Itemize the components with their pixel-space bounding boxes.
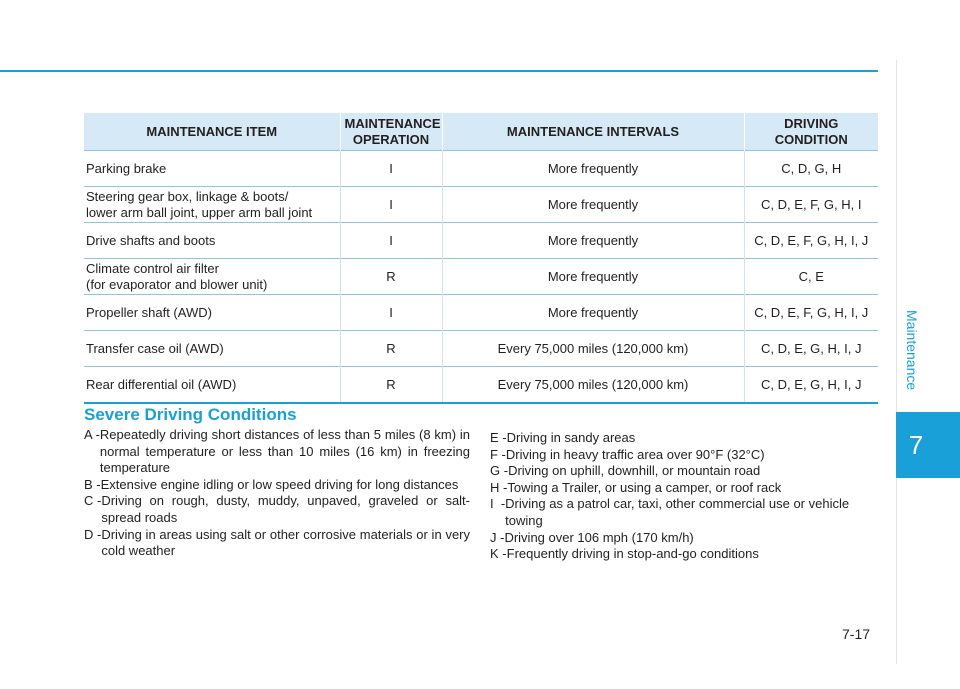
maintenance-table <box>84 113 878 404</box>
cell-condition: C, D, E, G, H, I, J <box>744 331 878 367</box>
header-maintenance-intervals: MAINTENANCE INTERVALS <box>442 113 744 151</box>
cell-condition: C, D, E, F, G, H, I, J <box>744 223 878 259</box>
condition-item <box>84 527 470 560</box>
condition-text: Driving on uphill, downhill, or mountain road <box>508 463 761 479</box>
cell-operation: I <box>340 295 442 331</box>
cell-condition: C, D, E, F, G, H, I <box>744 187 878 223</box>
cell-interval: Every 75,000 miles (120,000 km) <box>442 367 744 404</box>
condition-letter: H - <box>490 479 508 495</box>
condition-text: Driving in areas using salt or other corrosive materials or in very cold weather <box>101 526 470 559</box>
condition-text: Driving in sandy areas <box>506 430 636 445</box>
cell-operation: R <box>340 331 442 367</box>
cell-operation: I <box>340 223 442 259</box>
header-maintenance-operation: MAINTENANCE OPERATION <box>340 113 442 151</box>
table-row <box>84 223 878 259</box>
cell-condition: C, E <box>744 259 878 295</box>
cell-interval: More frequently <box>442 223 744 259</box>
condition-item <box>84 477 470 494</box>
page-number: 7-17 <box>842 626 871 642</box>
conditions-left-column <box>84 427 470 560</box>
condition-item <box>490 447 880 464</box>
condition-item <box>490 546 880 563</box>
cell-interval: Every 75,000 miles (120,000 km) <box>442 331 744 367</box>
cell-condition: C, D, G, H <box>744 151 878 187</box>
table-row <box>84 187 878 223</box>
condition-letter: J - <box>490 529 505 545</box>
condition-item <box>490 463 880 480</box>
condition-letter: A - <box>84 427 100 442</box>
table-row <box>84 367 878 404</box>
cell-interval: More frequently <box>442 259 744 295</box>
condition-letter: E - <box>490 430 507 445</box>
condition-text: Extensive engine idling or low speed driving for long distances <box>100 476 459 492</box>
cell-interval: More frequently <box>442 187 744 223</box>
condition-text: Frequently driving in stop-and-go conditions <box>506 546 759 562</box>
condition-letter: D - <box>84 526 102 542</box>
chapter-tab <box>896 412 960 478</box>
condition-text: Driving as a patrol car, taxi, other commercial use or vehicle towing <box>505 496 850 528</box>
condition-letter: K - <box>490 546 507 562</box>
condition-text: Towing a Trailer, or using a camper, or roof rack <box>507 479 782 495</box>
cell-item: Climate control air filter (for evaporator and blower unit) <box>84 259 340 295</box>
cell-operation: R <box>340 367 442 404</box>
condition-text: Driving over 106 mph (170 km/h) <box>504 529 694 545</box>
condition-item <box>490 430 880 447</box>
table-header-row <box>84 113 878 151</box>
condition-item <box>490 480 880 497</box>
cell-interval: More frequently <box>442 295 744 331</box>
cell-condition: C, D, E, F, G, H, I, J <box>744 295 878 331</box>
condition-text: Driving in heavy traffic area over 90°F (32°C) <box>505 446 765 462</box>
header-maintenance-item: MAINTENANCE ITEM <box>84 113 340 151</box>
header-driving-condition: DRIVING CONDITION <box>744 113 878 151</box>
cell-item: Rear differential oil (AWD) <box>84 367 340 404</box>
cell-item: Steering gear box, linkage & boots/ lower arm ball joint, upper arm ball joint <box>84 187 340 223</box>
condition-text: Repeatedly driving short distances of less than 5 miles (8 km) in normal temperature or less than 10 miles (16 km) in freezing temperature <box>99 427 470 476</box>
cell-condition: C, D, E, G, H, I, J <box>744 367 878 404</box>
cell-interval: More frequently <box>442 151 744 187</box>
cell-item: Parking brake <box>84 151 340 187</box>
table-row <box>84 259 878 295</box>
condition-letter: B - <box>84 476 101 492</box>
chapter-number: 7 <box>908 429 924 460</box>
top-rule <box>0 70 878 72</box>
condition-item <box>84 427 470 477</box>
condition-letter: G - <box>490 463 509 479</box>
cell-item: Drive shafts and boots <box>84 223 340 259</box>
table-row <box>84 331 878 367</box>
cell-operation: R <box>340 259 442 295</box>
conditions-right-column <box>490 430 880 563</box>
condition-item <box>84 493 470 526</box>
condition-letter: C - <box>84 493 102 509</box>
table-row <box>84 295 878 331</box>
condition-text: Driving on rough, dusty, muddy, unpaved, graveled or salt-spread roads <box>101 493 470 525</box>
cell-operation: I <box>340 151 442 187</box>
severe-conditions-heading: Severe Driving Conditions <box>84 405 297 424</box>
table-row <box>84 151 878 187</box>
condition-letter: I - <box>490 496 506 512</box>
section-label: Maintenance <box>904 309 920 391</box>
condition-letter: F - <box>490 446 506 462</box>
condition-item <box>490 530 880 547</box>
cell-operation: I <box>340 187 442 223</box>
condition-item <box>490 496 880 529</box>
cell-item: Propeller shaft (AWD) <box>84 295 340 331</box>
cell-item: Transfer case oil (AWD) <box>84 331 340 367</box>
